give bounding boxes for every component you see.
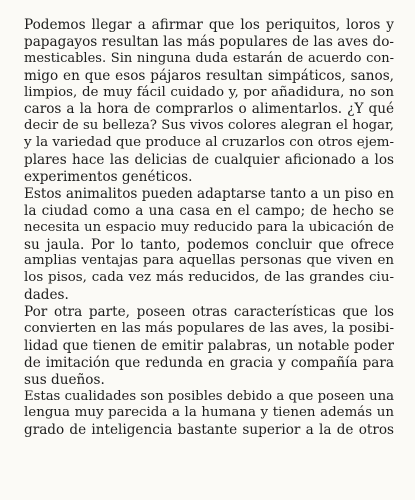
text-line: Podemos llegar a afirmar que los periquitos, loros y [24, 17, 394, 33]
text-line: Estas cualidades son posibles debido a que poseen una [24, 388, 394, 404]
text-line: papagayos resultan las más populares de las aves do- [24, 33, 394, 50]
text-line: grado de inteligencia bastante superior a la de otros [24, 422, 394, 439]
text-line: experimentos genéticos. [24, 169, 193, 186]
text-line: plares hace las delicias de cualquier aficionado a los [24, 152, 394, 169]
text-line: amplias ventajas para aquellas personas que viven en [24, 253, 394, 269]
text-line: migo en que esos pájaros resultan simpáticos, sanos, [24, 67, 394, 84]
text-line: Estos animalitos pueden adaptarse tanto a un piso en [24, 185, 394, 202]
text-line: decir de su belleza? Sus vivos colores alegran el hogar, [24, 118, 394, 134]
text-line: necesita un espacio muy reducido para la ubicación de [24, 219, 394, 235]
text-line: los pisos, cada vez más reducidos, de las grandes ciu- [24, 270, 394, 286]
text-line: su jaula. Por lo tanto, podemos concluir que ofrece [24, 236, 394, 253]
text-line: dades. [24, 287, 69, 304]
text-line: la ciudad como a una casa en el campo; de hecho se [24, 202, 394, 219]
paragraph-3 [24, 304, 394, 388]
text-line: mesticables. Sin ninguna duda estarán de acuerdo con- [24, 50, 394, 66]
text-line: Por otra parte, poseen otras características que los [24, 304, 394, 321]
paragraph-2 [24, 186, 394, 304]
text-line: limpios, de muy fácil cuidado y, por añadidura, no son [24, 84, 394, 100]
text-line: caros a la hora de comprarlos o alimentarlos. ¿Y qué [24, 101, 394, 118]
paragraph-4 [24, 389, 394, 440]
text-line: lengua muy parecida a la humana y tienen además un [24, 405, 394, 421]
body-text [24, 17, 394, 439]
text-line: sus dueños. [24, 371, 105, 388]
text-line: lidad que tienen de emitir palabras, un notable poder [24, 337, 394, 354]
text-line: de imitación que redunda en gracia y compañía para [24, 354, 394, 371]
text-line: convierten en las más populares de las aves, la posibi- [24, 321, 394, 337]
paragraph-1 [24, 17, 394, 186]
text-line: y la variedad que produce al cruzarlos con otros ejem- [24, 135, 394, 151]
